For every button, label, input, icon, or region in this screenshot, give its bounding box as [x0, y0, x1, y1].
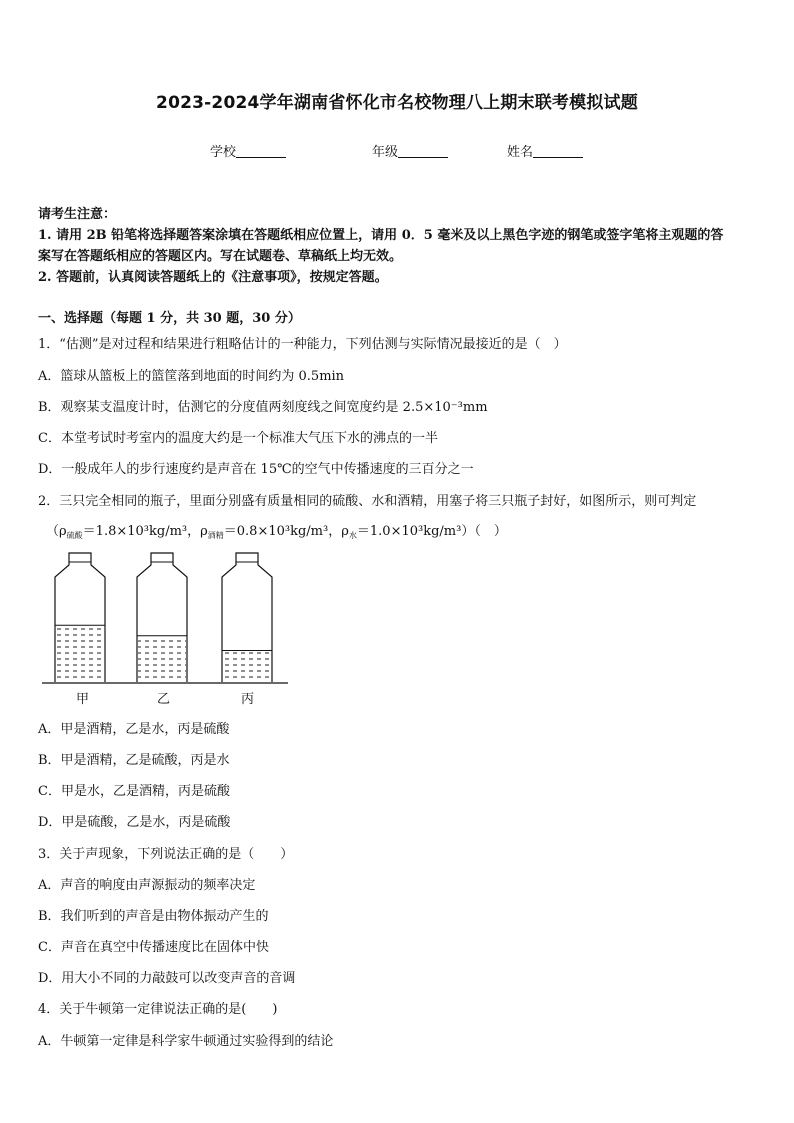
grade-field[interactable]: [372, 141, 448, 160]
grade-label: 年级: [372, 145, 399, 160]
school-blank[interactable]: [236, 143, 286, 158]
school-field[interactable]: [210, 141, 286, 160]
rho-symbol-alcohol: ρ: [200, 524, 208, 539]
question-3-option-d[interactable]: D．用大小不同的力敲鼓可以改变声音的音调: [38, 971, 296, 986]
question-1-option-a[interactable]: A．篮球从篮板上的篮筐落到地面的时间约为 0.5min: [38, 369, 345, 384]
rho-symbol-water: ρ: [341, 524, 349, 539]
bottle-label-bing: 丙: [241, 692, 255, 707]
question-3-stem: 3．关于声现象，下列说法正确的是（ ）: [38, 847, 294, 862]
section-heading: 一、选择题（每题 1 分，共 30 题，30 分）: [38, 311, 301, 326]
bottles-diagram: [40, 548, 290, 688]
liquid-bing: [223, 651, 271, 683]
document-title: 2023-2024学年湖南省怀化市名校物理八上期末联考模拟试题: [156, 93, 638, 113]
name-label: 姓名: [507, 145, 534, 160]
question-3-option-a[interactable]: A．声音的响度由声源振动的频率决定: [38, 878, 256, 893]
name-blank[interactable]: [533, 143, 583, 158]
question-2-densities: [46, 520, 766, 541]
notice-item-2: 2. 答题前，认真阅读答题纸上的《注意事项》，按规定答题。: [38, 270, 388, 285]
acid-subscript: 硫酸: [66, 531, 83, 540]
notice-heading: 请考生注意：: [38, 207, 117, 222]
question-3-option-b[interactable]: B．我们听到的声音是由物体振动产生的: [38, 909, 269, 924]
bottle-yi: [137, 553, 187, 682]
grade-blank[interactable]: [398, 143, 448, 158]
notice-item-1-line-1: 1. 请用 2B 铅笔将选择题答案涂填在答题纸相应位置上，请用 0．5 毫米及以上黑色字迹的钢笔或签字笔将主观题的答: [38, 228, 724, 243]
bottle-label-jia: 甲: [76, 692, 90, 707]
rho-symbol-acid: ρ: [59, 524, 67, 539]
water-subscript: 水: [348, 531, 357, 540]
notice-item-1-line-2: 案写在答题纸相应的答题区内。写在试题卷、草稿纸上均无效。: [38, 249, 403, 264]
liquid-jia: [56, 625, 104, 682]
question-1-stem: 1．“估测”是对过程和结果进行粗略估计的一种能力，下列估测与实际情况最接近的是（ ）: [38, 337, 567, 352]
acid-density: ＝1.8×10³kg/m³，: [82, 524, 201, 539]
question-1-option-d[interactable]: D．一般成年人的步行速度约是声音在 15℃的空气中传播速度的三百分之一: [38, 462, 474, 477]
question-3-option-c[interactable]: C．声音在真空中传播速度比在固体中快: [38, 940, 269, 955]
school-label: 学校: [210, 145, 237, 160]
densities-open-paren: （: [46, 524, 60, 539]
question-2-stem: 2．三只完全相同的瓶子，里面分别盛有质量相同的硫酸、水和酒精，用塞子将三只瓶子封好，如图所示，则可判定: [38, 494, 697, 509]
question-2-option-c[interactable]: C．甲是水，乙是酒精，丙是硫酸: [38, 784, 230, 799]
question-4-stem: 4．关于牛顿第一定律说法正确的是( ): [38, 1002, 278, 1017]
bottle-bing: [222, 553, 272, 682]
alcohol-subscript: 酒精: [207, 531, 224, 540]
student-info-row: [0, 141, 794, 161]
name-field[interactable]: [507, 141, 583, 160]
question-1-option-c[interactable]: C．本堂考试时考室内的温度大约是一个标准大气压下水的沸点的一半: [38, 431, 438, 446]
question-1-option-b[interactable]: B．观察某支温度计时，估测它的分度值两刻度线之间宽度约是 2.5×10⁻³mm: [38, 400, 488, 415]
question-2-option-a[interactable]: A．甲是酒精，乙是水，丙是硫酸: [38, 722, 230, 737]
question-2-option-d[interactable]: D．甲是硫酸，乙是水，丙是硫酸: [38, 815, 231, 830]
alcohol-density: ＝0.8×10³kg/m³，: [223, 524, 342, 539]
question-2-option-b[interactable]: B．甲是酒精，乙是硫酸，丙是水: [38, 753, 230, 768]
bottles-figure: [40, 548, 290, 710]
bottle-label-yi: 乙: [157, 692, 171, 707]
bottle-jia: [55, 553, 105, 682]
water-density: ＝1.0×10³kg/m³）（ ）: [356, 524, 507, 539]
question-4-option-a[interactable]: A．牛顿第一定律是科学家牛顿通过实验得到的结论: [38, 1034, 334, 1049]
liquid-yi: [138, 636, 186, 682]
